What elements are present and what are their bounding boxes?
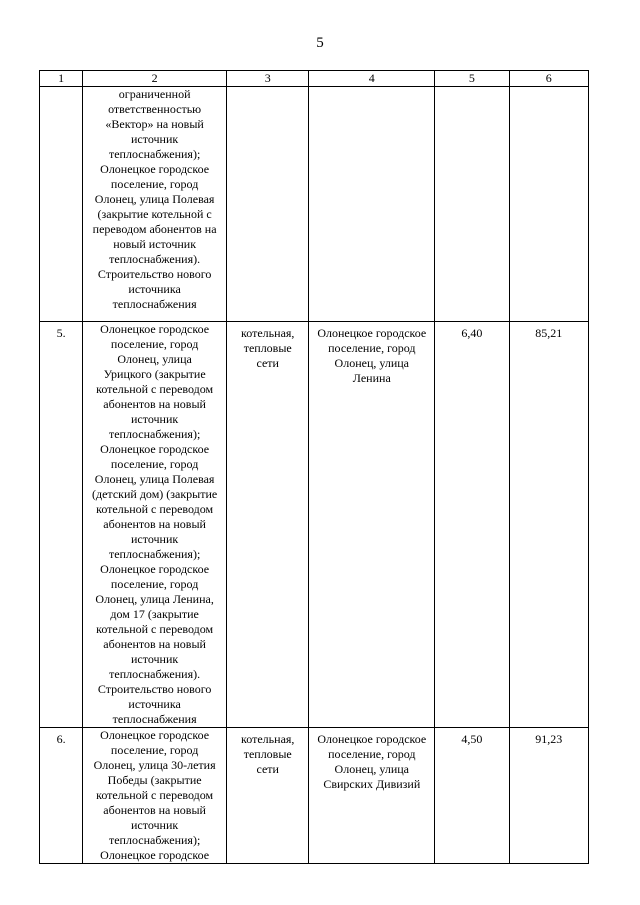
object-line: тепловые	[243, 341, 292, 355]
description-line: Строительство нового	[97, 682, 212, 696]
description-line: котельной с переводом	[96, 382, 214, 396]
object-line: сети	[256, 762, 279, 776]
location-line: Олонецкое городское	[317, 326, 427, 340]
description-line: «Вектор» на новый	[105, 117, 204, 131]
description-line: источник	[131, 412, 179, 426]
object-line: тепловые	[243, 747, 292, 761]
location-line: Ленина	[352, 371, 391, 385]
description-line: дом 17 (закрытие	[110, 607, 199, 621]
description-line: Олонецкое городское	[100, 162, 210, 176]
column-header: 6	[509, 71, 588, 87]
object-line: котельная,	[241, 732, 295, 746]
description-line: абонентов на новый	[103, 637, 206, 651]
value-col5-cell: 6,40	[435, 322, 509, 728]
row-number-cell: 5.	[40, 322, 83, 728]
object-cell	[227, 322, 309, 728]
row-number-cell	[40, 87, 83, 322]
description-line: (детский дом) (закрытие	[92, 487, 218, 501]
description-line: Олонец, улица Полевая	[94, 472, 215, 486]
value-col6-cell: 91,23	[509, 728, 588, 864]
object-line: сети	[256, 356, 279, 370]
description-line: котельной с переводом	[96, 788, 214, 802]
location-cell	[309, 322, 435, 728]
description-line: абонентов на новый	[103, 517, 206, 531]
description-line: поселение, город	[110, 177, 199, 191]
description-line: Олонецкое городское	[100, 442, 210, 456]
location-line: поселение, город	[328, 341, 416, 355]
object-line: котельная,	[241, 326, 295, 340]
description-line: Победы (закрытие	[107, 773, 202, 787]
column-header: 1	[40, 71, 83, 87]
description-line: источника	[128, 697, 181, 711]
description-line: Олонец, улица Ленина,	[95, 592, 214, 606]
table-header-row	[40, 71, 589, 87]
description-line: теплоснабжения);	[108, 147, 201, 161]
description-line: Олонецкое городское	[100, 848, 210, 862]
description-line: источник	[131, 132, 179, 146]
description-cell	[83, 728, 227, 864]
value-col6-cell: 85,21	[509, 322, 588, 728]
description-line: (закрытие котельной с	[97, 207, 212, 221]
description-line: теплоснабжения);	[108, 547, 201, 561]
table-row	[40, 87, 589, 322]
description-line: Олонец, улица Полевая	[94, 192, 215, 206]
description-line: теплоснабжения);	[108, 427, 201, 441]
description-line: теплоснабжения);	[108, 833, 201, 847]
table-row	[40, 322, 589, 728]
description-line: ответственностью	[108, 102, 202, 116]
description-line: Олонецкое городское	[100, 562, 210, 576]
description-line: источник	[131, 532, 179, 546]
object-cell	[227, 87, 309, 322]
table-row	[40, 728, 589, 864]
description-line: источник	[131, 818, 179, 832]
description-line: новый источник	[113, 237, 197, 251]
description-line: Строительство нового	[97, 267, 212, 281]
description-line: источник	[131, 652, 179, 666]
value-col5-cell	[435, 87, 509, 322]
description-line: ограниченной	[118, 87, 191, 101]
description-line: источника	[128, 282, 181, 296]
data-table	[39, 70, 589, 864]
description-line: теплоснабжения).	[109, 667, 201, 681]
description-line: поселение, город	[110, 577, 199, 591]
location-cell	[309, 728, 435, 864]
location-line: поселение, город	[328, 747, 416, 761]
description-line: Олонец, улица 30-летия	[93, 758, 216, 772]
description-line: абонентов на новый	[103, 397, 206, 411]
description-line: теплоснабжения	[112, 297, 197, 311]
value-col5-cell: 4,50	[435, 728, 509, 864]
location-line: Олонец, улица	[334, 356, 410, 370]
object-cell	[227, 728, 309, 864]
description-line: Олонец, улица	[117, 352, 192, 366]
description-line: Урицкого (закрытие	[103, 367, 206, 381]
description-line: Олонецкое городское	[100, 322, 210, 336]
location-cell	[309, 87, 435, 322]
description-line: теплоснабжения).	[109, 252, 201, 266]
row-number-cell: 6.	[40, 728, 83, 864]
location-line: Олонецкое городское	[317, 732, 427, 746]
description-cell	[83, 87, 227, 322]
location-line: Свирских Дивизий	[323, 777, 421, 791]
description-line: Олонецкое городское	[100, 728, 210, 742]
description-cell	[83, 322, 227, 728]
description-line: котельной с переводом	[96, 622, 214, 636]
description-line: поселение, город	[110, 743, 199, 757]
page-number: 5	[316, 35, 324, 51]
description-line: котельной с переводом	[96, 502, 214, 516]
description-line: переводом абонентов на	[92, 222, 217, 236]
value-col6-cell	[509, 87, 588, 322]
column-header: 5	[435, 71, 509, 87]
description-line: теплоснабжения	[112, 712, 197, 726]
description-line: абонентов на новый	[103, 803, 206, 817]
column-header: 4	[309, 71, 435, 87]
location-line: Олонец, улица	[334, 762, 410, 776]
column-header: 3	[227, 71, 309, 87]
description-line: поселение, город	[110, 457, 199, 471]
column-header: 2	[83, 71, 227, 87]
description-line: поселение, город	[110, 337, 199, 351]
